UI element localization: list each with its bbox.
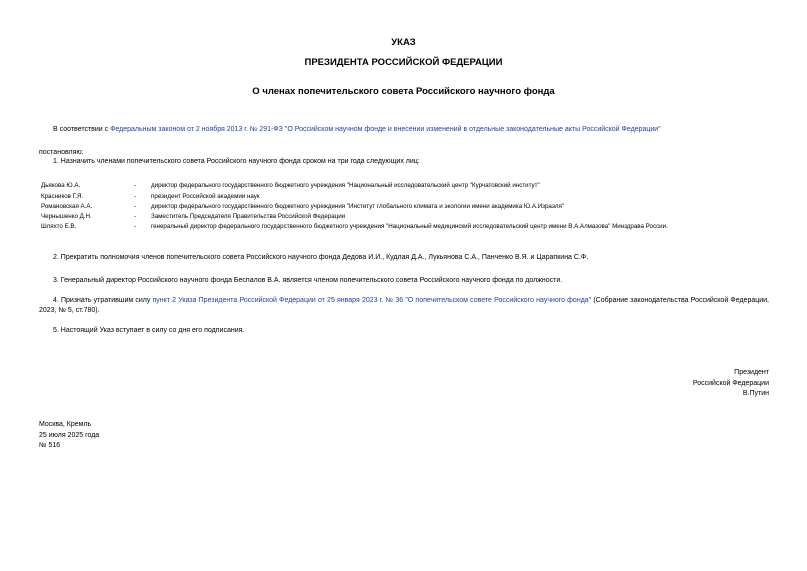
signature-title: Президент <box>734 369 769 376</box>
member-name: Дьякова Ю.А. <box>41 182 81 189</box>
place-city: Москва, Кремль <box>39 421 92 428</box>
signature-country: Российской Федерации <box>692 379 769 387</box>
item-1-text: 1. Назначить членами попечительского совета Российского научного фонда сроком на три года следующих лиц: <box>53 158 420 165</box>
document-subject: О членах попечительского совета Российского научного фонда <box>252 86 555 97</box>
document-title: УКАЗ <box>391 37 416 48</box>
document-number: № 516 <box>39 442 61 449</box>
member-name: Чернышенко Д.Н. <box>41 213 92 220</box>
member-position: директор федерального государственного бюджетного учреждения "Институт глобального климата и экологии имени академика Ю.А.Израэля" <box>151 203 565 210</box>
member-name: Красников Г.Я. <box>41 193 84 200</box>
member-position: Заместитель Председателя Правительства Российской Федерации <box>151 213 346 220</box>
member-name: Шляхто Е.В. <box>41 223 77 230</box>
member-dash: - <box>134 213 137 220</box>
member-name: Романовская А.А. <box>41 203 93 210</box>
member-dash: - <box>134 203 137 210</box>
federal-law-link[interactable]: Федеральным законом от 2 ноября 2013 г. № 291-ФЗ "О Российском научном фонде и внесении изменений в отдельные законодательные акты Российской Федерации" <box>110 126 661 133</box>
preamble-prefix: В соответствии с <box>53 126 111 133</box>
signature-block <box>693 368 769 400</box>
place-date: 25 июля 2025 года <box>39 431 100 439</box>
member-dash: - <box>134 193 137 200</box>
member-position: директор федерального государственного бюджетного учреждения "Национальный исследовательский центр "Курчатовский институт" <box>151 182 540 189</box>
place-date-block <box>39 420 99 452</box>
member-position: президент Российской академии наук <box>151 193 260 200</box>
item-4-prefix: 4. Признать утратившим силу <box>53 297 153 304</box>
member-dash: - <box>134 182 137 189</box>
preamble <box>53 125 661 135</box>
decree-word: постановляю: <box>39 149 84 156</box>
item-2-text: 2. Прекратить полномочия членов попечительского совета Российского научного фонда Дедова И.И., Кудлая Д.А., Лукьянова С.А., Панченко В.Я. и Царапкина С.Ф. <box>53 254 589 261</box>
item-3-text: 3. Генеральный директор Российского научного фонда Беспалов В.А. является членом попечительского совета Российского научного фонда по должности. <box>53 277 563 284</box>
member-position: генеральный директор федерального государственного бюджетного учреждения "Национальный медицинский исследовательский центр имени В.А.Алмазова" Минздрава России. <box>151 223 668 230</box>
member-dash: - <box>134 223 137 230</box>
signature-name: В.Путин <box>742 390 769 397</box>
document-issuer: ПРЕЗИДЕНТА РОССИЙСКОЙ ФЕДЕРАЦИИ <box>304 57 503 68</box>
item-4-text <box>39 296 769 316</box>
item-4-suffix: (Собрание законодательства Российской Федерации, 2023, № 5, ст.780). <box>39 297 769 314</box>
item-5-text: 5. Настоящий Указ вступает в силу со дня его подписания. <box>53 327 245 334</box>
repealed-decree-link[interactable]: пункт 2 Указа Президента Российской Федерации от 25 января 2023 г. № 36 "О попечительском совете Российского научного фонда" <box>152 297 592 304</box>
